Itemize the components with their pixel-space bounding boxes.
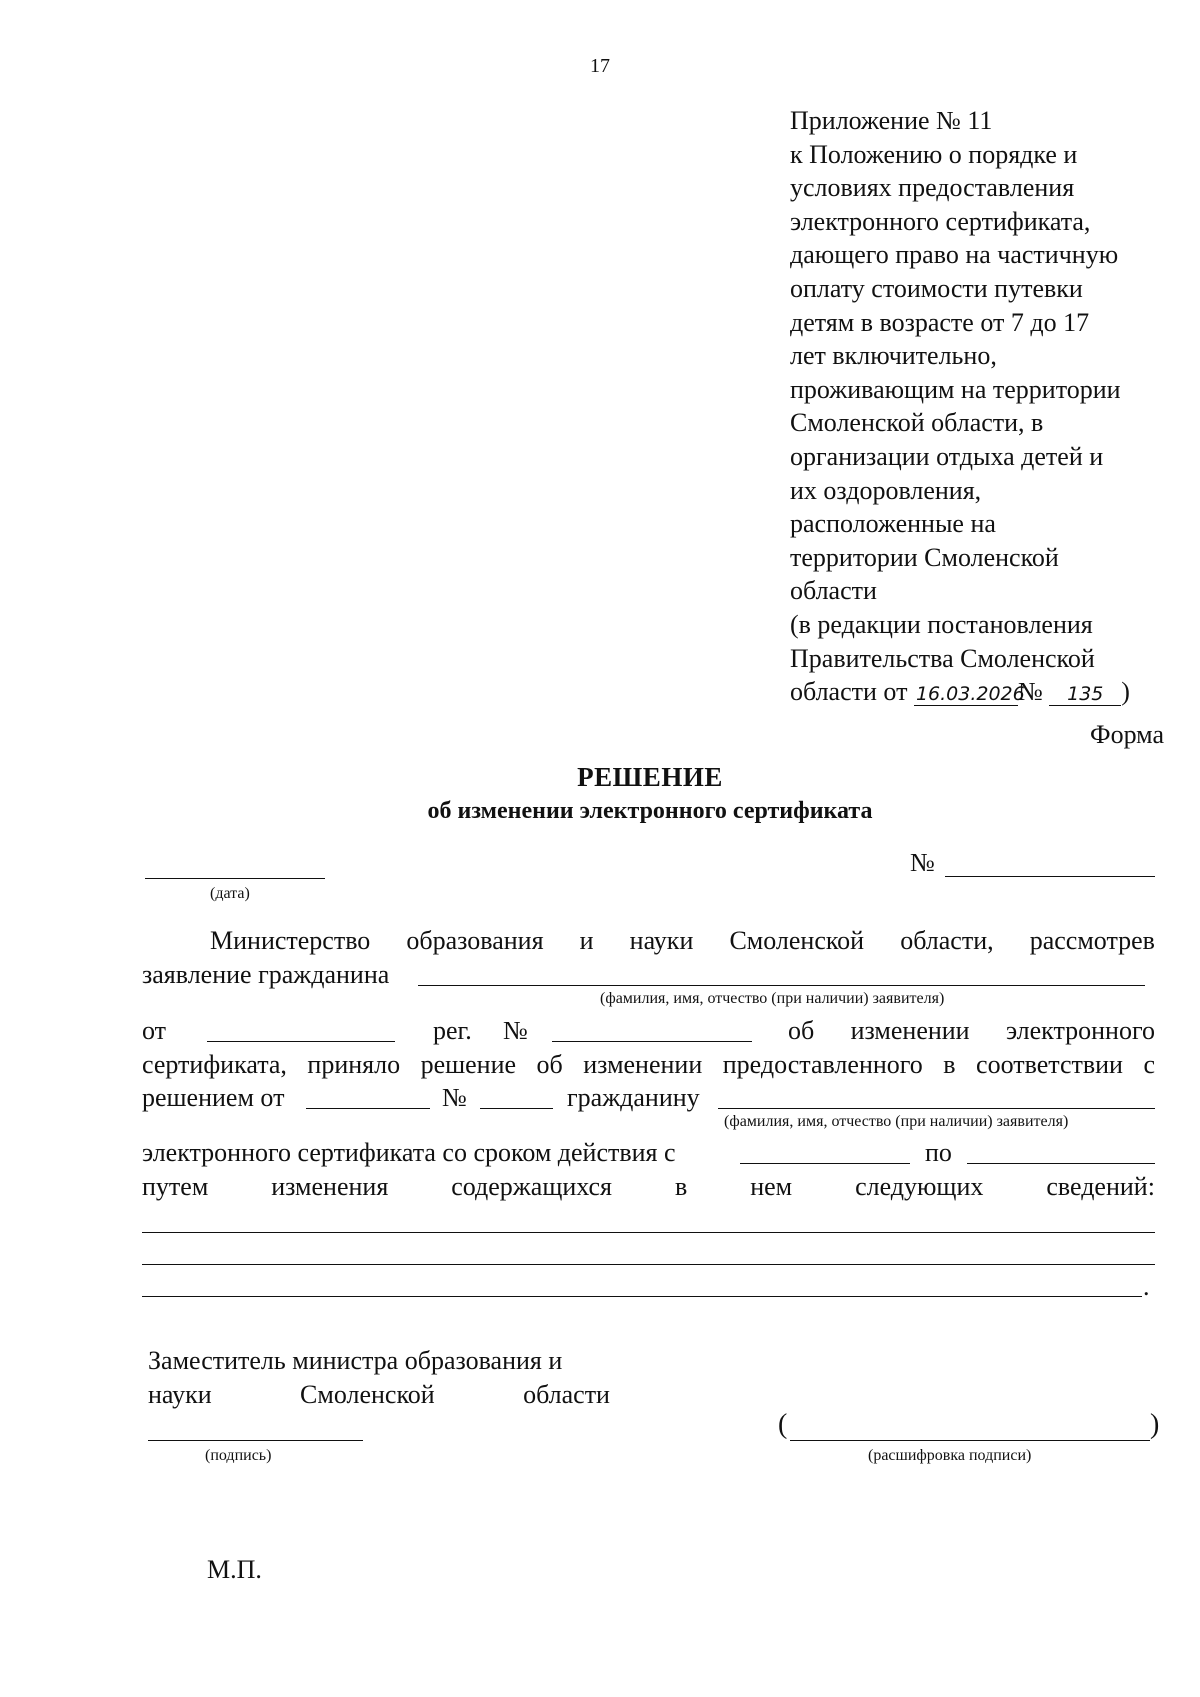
appendix-line: (в редакции постановления xyxy=(790,609,1093,639)
appendix-line: электронного сертификата, xyxy=(790,206,1091,236)
validity-from-line[interactable] xyxy=(740,1163,910,1164)
word: об xyxy=(788,1016,815,1045)
appendix-line: оплату стоимости путевки xyxy=(790,273,1083,303)
word: следующих xyxy=(855,1172,984,1201)
word: решение xyxy=(420,1050,517,1079)
appendix-last-prefix: области от xyxy=(790,677,908,707)
decode-close-paren: ) xyxy=(1150,1409,1160,1440)
validity-to-word: по xyxy=(925,1138,952,1167)
word: в xyxy=(943,1050,956,1079)
appendix-line: лет включительно, xyxy=(790,341,997,371)
word: приняло xyxy=(307,1050,401,1079)
date-caption: (дата) xyxy=(210,885,250,902)
handwritten-number: 135 xyxy=(1049,683,1121,706)
decode-open-paren: ( xyxy=(778,1409,788,1440)
appendix-line: области xyxy=(790,576,877,606)
appendix-line: дающего право на частичную xyxy=(790,240,1119,270)
from-word: от xyxy=(142,1016,167,1045)
appendix-block xyxy=(790,104,1190,709)
decision-date-line[interactable] xyxy=(306,1108,430,1109)
details-line-1[interactable] xyxy=(142,1232,1155,1233)
word: электронного xyxy=(1005,1016,1155,1045)
appendix-line: проживающим на территории xyxy=(790,374,1121,404)
appendix-closing-paren: ) xyxy=(1121,677,1130,707)
application-prefix: заявление гражданина xyxy=(142,960,390,989)
word: образования xyxy=(406,926,544,955)
word: изменении xyxy=(583,1050,703,1079)
page-number: 17 xyxy=(590,55,610,77)
details-end-period: . xyxy=(1143,1272,1150,1301)
appendix-line: организации отдыха детей и xyxy=(790,441,1104,471)
citizen-label: гражданину xyxy=(567,1083,700,1112)
form-label: Форма xyxy=(1090,720,1164,749)
word: Министерство xyxy=(210,926,371,955)
appendix-number-sign: № xyxy=(1017,677,1043,707)
word: сведений: xyxy=(1046,1172,1155,1201)
word: области, xyxy=(900,926,994,955)
word: сертификата, xyxy=(142,1050,287,1079)
from-date-line[interactable] xyxy=(207,1041,395,1042)
document-title: РЕШЕНИЕ xyxy=(577,762,723,792)
body-line-4 xyxy=(142,1050,1155,1080)
date-field-line[interactable] xyxy=(145,878,325,879)
decision-prefix: решением от xyxy=(142,1083,285,1112)
citizen-name-caption: (фамилия, имя, отчество (при наличии) заявителя) xyxy=(724,1113,1069,1130)
appendix-line: Смоленской области, в xyxy=(790,408,1044,438)
validity-prefix: электронного сертификата со сроком действия с xyxy=(142,1138,676,1167)
word: соответствии xyxy=(976,1050,1123,1079)
word: области xyxy=(523,1380,610,1409)
appendix-line: Приложение № 11 xyxy=(790,106,993,135)
stamp-placeholder: М.П. xyxy=(207,1555,262,1584)
word: Смоленской xyxy=(729,926,865,955)
signatory-position-line-1: Заместитель министра образования и xyxy=(148,1346,563,1375)
body-line-7 xyxy=(142,1172,1155,1202)
word: науки xyxy=(148,1380,212,1409)
validity-to-line[interactable] xyxy=(967,1163,1155,1164)
decision-number-line-2[interactable] xyxy=(480,1108,553,1109)
reg-number-sign: № xyxy=(503,1016,528,1045)
signature-decode-caption: (расшифровка подписи) xyxy=(868,1447,1032,1464)
decision-number-line[interactable] xyxy=(945,876,1155,877)
appendix-line: территории Смоленской xyxy=(790,542,1059,572)
word: об xyxy=(536,1050,563,1079)
applicant-name-caption: (фамилия, имя, отчество (при наличии) заявителя) xyxy=(600,990,945,1007)
citizen-name-line[interactable] xyxy=(718,1108,1155,1109)
decision-number-sign: № xyxy=(910,848,935,877)
appendix-line: Правительства Смоленской xyxy=(790,643,1095,673)
word: изменения xyxy=(271,1172,389,1201)
about-change-text xyxy=(788,1016,1155,1046)
appendix-line: детям в возрасте от 7 до 17 xyxy=(790,307,1090,337)
details-line-3[interactable] xyxy=(142,1296,1142,1297)
applicant-name-line[interactable] xyxy=(418,985,1145,986)
reg-word: рег. xyxy=(433,1016,472,1045)
word: содержащихся xyxy=(451,1172,612,1201)
document-subtitle: об изменении электронного сертификата xyxy=(427,798,873,824)
word: Смоленской xyxy=(300,1380,435,1409)
word: и xyxy=(579,926,594,955)
decision-number-sign-2: № xyxy=(442,1083,467,1112)
appendix-line: к Положению о порядке и xyxy=(790,139,1078,169)
word: предоставленного xyxy=(722,1050,923,1079)
appendix-line: их оздоровления, xyxy=(790,475,982,505)
reg-number-line[interactable] xyxy=(552,1041,752,1042)
body-line-1 xyxy=(210,926,1155,956)
handwritten-date: 16.03.2026 xyxy=(915,683,1025,706)
signature-decode-line[interactable] xyxy=(790,1440,1150,1441)
signature-line[interactable] xyxy=(148,1440,363,1441)
details-line-2[interactable] xyxy=(142,1264,1155,1265)
word: в xyxy=(674,1172,688,1201)
word: науки xyxy=(629,926,694,955)
word: рассмотрев xyxy=(1029,926,1155,955)
appendix-line: условиях предоставления xyxy=(790,173,1075,203)
word: путем xyxy=(142,1172,209,1201)
word: изменении xyxy=(850,1016,970,1045)
signature-caption: (подпись) xyxy=(205,1447,272,1464)
signatory-position-line-2 xyxy=(148,1380,610,1410)
word: с xyxy=(1143,1050,1155,1079)
word: нем xyxy=(750,1172,793,1201)
appendix-last-line xyxy=(790,675,1190,709)
appendix-line: расположенные на xyxy=(790,509,996,539)
